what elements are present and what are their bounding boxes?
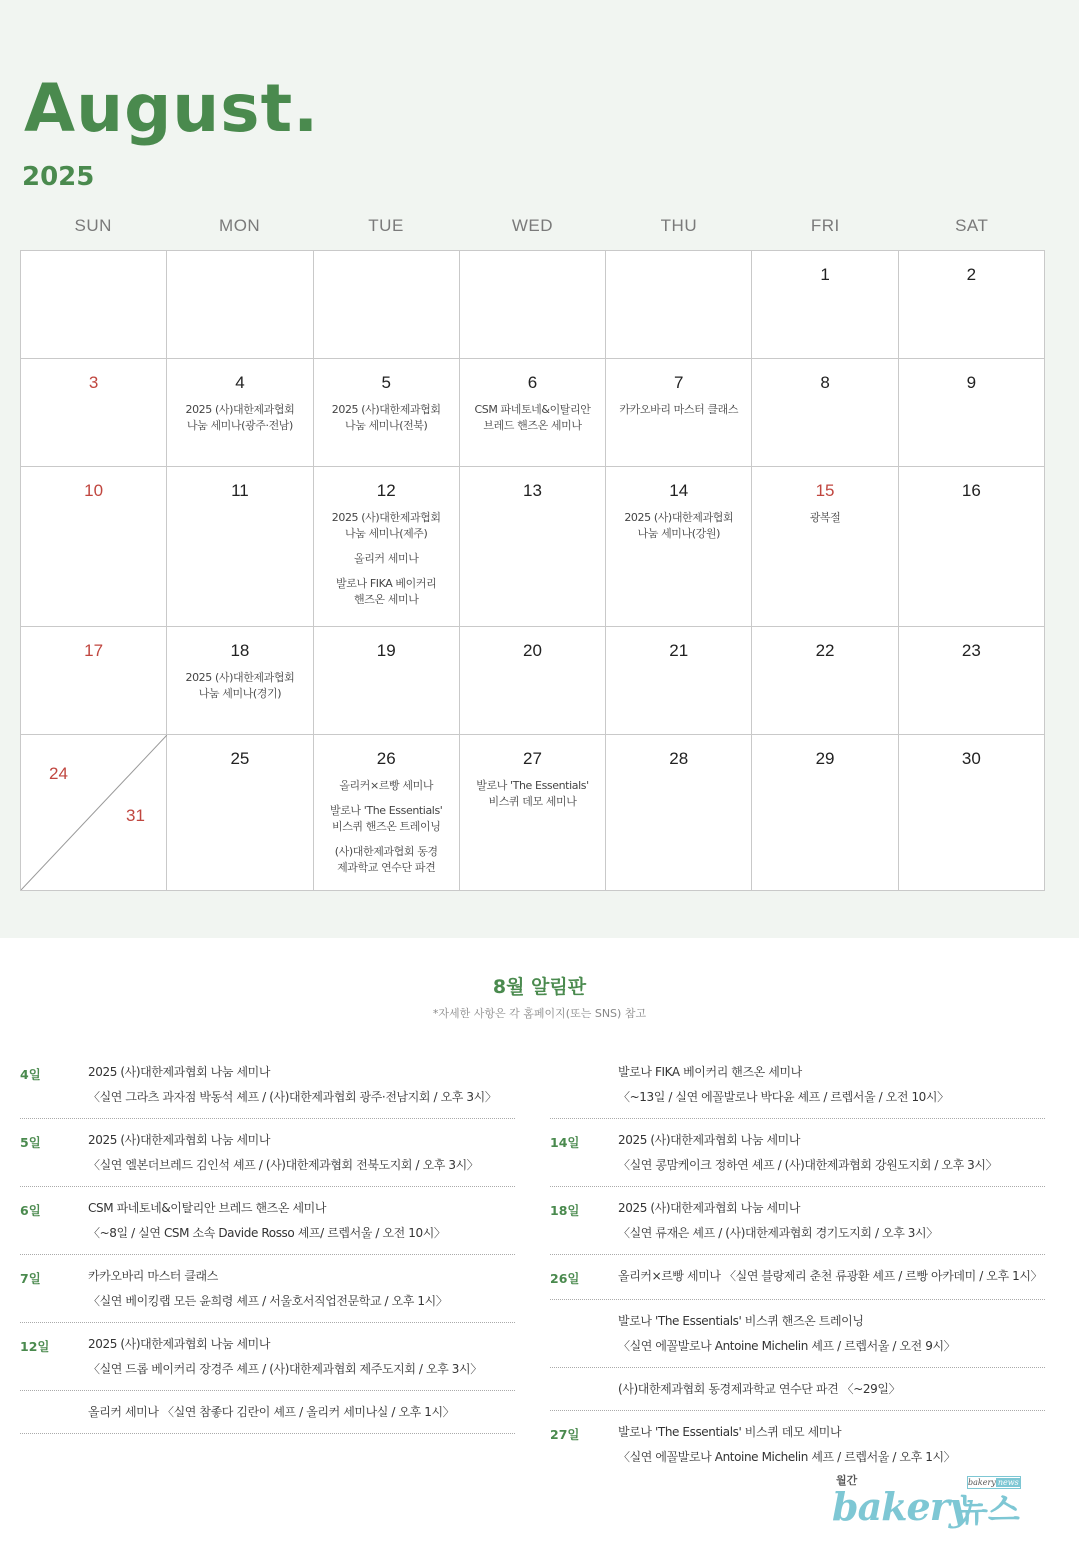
board-right-column — [550, 1060, 1045, 1487]
board-entry — [550, 1128, 1045, 1187]
board-entry — [20, 1264, 515, 1323]
logo-korean: 뉴스 — [956, 1490, 1020, 1529]
day-number: 19 — [376, 641, 396, 660]
board-note: *자세한 사항은 각 홈페이지(또는 SNS) 참고 — [432, 1007, 647, 1020]
entry-detail: 〈실연 베이킹랩 모든 윤희령 셰프 / 서울호서직업전문학교 / 오후 1시〉 — [88, 1294, 448, 1308]
day-cell-empty — [606, 251, 752, 359]
calendar-event: 발로나 FIKA 베이커리 핸즈온 세미나 — [336, 577, 437, 606]
entry-day: 4일 — [20, 1067, 41, 1082]
day-cell — [899, 467, 1045, 627]
entry-title: 2025 (사)대한제과협회 나눔 세미나 — [618, 1133, 801, 1147]
day-cell — [21, 467, 167, 627]
calendar-event: 카카오바리 마스터 클래스 — [619, 403, 739, 416]
entry-detail: 〈실연 에꼴발로나 Antoine Michelin 셰프 / 르렙서울 / 오후 1시〉 — [618, 1450, 956, 1464]
weekday-thu: THU — [660, 216, 698, 235]
day-cell — [899, 359, 1045, 467]
entry-title: 2025 (사)대한제과협회 나눔 세미나 — [88, 1133, 271, 1147]
day-number: 11 — [231, 481, 249, 500]
entry-day: 6일 — [20, 1203, 41, 1218]
board-title: 8월 알림판 — [492, 976, 587, 998]
board-entry — [20, 1400, 515, 1434]
day-cell-empty — [167, 251, 313, 359]
day-number: 24 — [49, 764, 68, 783]
entry-detail: 〈~8일 / 실연 CSM 소속 Davide Rosso 셰프/ 르렙서울 / 오전 10시〉 — [88, 1226, 446, 1240]
day-number: 10 — [84, 481, 104, 500]
holiday-label: 광복절 — [809, 511, 841, 524]
day-cell — [606, 735, 752, 891]
day-cell — [314, 467, 460, 627]
day-number: 18 — [230, 641, 250, 660]
day-cell — [899, 251, 1045, 359]
day-number: 8 — [820, 373, 830, 392]
entry-detail: 〈실연 엘본더브레드 김인석 셰프 / (사)대한제과협회 전북도지회 / 오후 3시〉 — [88, 1158, 479, 1172]
entry-title: (사)대한제과협회 동경제과학교 연수단 파견 〈~29일〉 — [618, 1382, 901, 1396]
day-cell-empty — [460, 251, 606, 359]
entry-day: 14일 — [550, 1135, 580, 1150]
entry-day: 18일 — [550, 1203, 580, 1218]
day-number: 1 — [820, 265, 830, 284]
day-cell — [899, 627, 1045, 735]
entry-title: 2025 (사)대한제과협회 나눔 세미나 — [618, 1201, 801, 1215]
entry-title: 발로나 'The Essentials' 비스퀴 핸즈온 트레이닝 — [618, 1314, 864, 1328]
day-cell — [752, 467, 898, 627]
day-cell — [460, 359, 606, 467]
day-cell — [167, 627, 313, 735]
calendar-event: (사)대한제과협회 동경 제과학교 연수단 파견 — [334, 845, 438, 874]
day-cell — [167, 735, 313, 891]
day-number: 4 — [235, 373, 245, 392]
week-row — [21, 735, 1045, 891]
entry-day: 27일 — [550, 1427, 580, 1442]
day-cell — [460, 467, 606, 627]
day-cell-empty — [21, 251, 167, 359]
day-number: 14 — [669, 481, 689, 500]
day-cell — [314, 735, 460, 891]
calendar-event: 2025 (사)대한제과협회 나눔 세미나(강원) — [624, 511, 734, 540]
day-cell — [21, 359, 167, 467]
bakery-news-logo — [830, 1470, 1030, 1536]
weekday-sat: SAT — [955, 216, 989, 235]
day-cell — [460, 627, 606, 735]
logo-small-text: 월간 — [836, 1474, 858, 1487]
day-number: 5 — [381, 373, 391, 392]
board-entry — [550, 1377, 1045, 1411]
entry-title: 2025 (사)대한제과협회 나눔 세미나 — [88, 1065, 271, 1079]
entry-day — [550, 1313, 618, 1355]
entry-day: 7일 — [20, 1271, 41, 1286]
calendar-event: CSM 파네토네&이탈리안 브레드 핸즈온 세미나 — [474, 403, 591, 432]
board-entry — [20, 1196, 515, 1255]
day-cell-split — [21, 735, 167, 891]
day-cell — [899, 735, 1045, 891]
entry-title: 2025 (사)대한제과협회 나눔 세미나 — [88, 1337, 271, 1351]
calendar-event: 2025 (사)대한제과협회 나눔 세미나(전북) — [331, 403, 441, 432]
day-number: 31 — [126, 806, 145, 825]
day-number: 3 — [88, 373, 99, 392]
month-title: August. — [24, 70, 320, 147]
entry-detail: 〈실연 에꼴발로나 Antoine Michelin 셰프 / 르렙서울 / 오전 9시〉 — [618, 1339, 956, 1353]
entry-title: 올리커×르빵 세미나 〈실연 블랑제리 춘천 류광환 셰프 / 르빵 아카데미 / 오후 1시〉 — [618, 1269, 1043, 1283]
day-number: 21 — [669, 641, 689, 660]
day-number: 16 — [961, 481, 981, 500]
day-number: 15 — [815, 481, 835, 500]
week-row — [21, 359, 1045, 467]
calendar-event: 2025 (사)대한제과협회 나눔 세미나(광주·전남) — [185, 403, 295, 432]
entry-title: 올리커 세미나 〈실연 참좋다 김란이 셰프 / 올리커 세미나실 / 오후 1시〉 — [88, 1405, 455, 1419]
entry-detail: 〈실연 류재은 셰프 / (사)대한제과협회 경기도지회 / 오후 3시〉 — [618, 1226, 938, 1240]
calendar-grid — [20, 250, 1045, 891]
day-number: 28 — [669, 749, 689, 768]
entry-day: 5일 — [20, 1135, 41, 1150]
day-number: 23 — [961, 641, 981, 660]
entry-title: 발로나 'The Essentials' 비스퀴 데모 세미나 — [618, 1425, 842, 1439]
weekday-tue: TUE — [368, 216, 404, 235]
entry-day — [20, 1404, 88, 1421]
day-number: 17 — [84, 641, 104, 660]
day-number: 27 — [523, 749, 542, 768]
day-number: 9 — [966, 373, 977, 392]
week-row — [21, 627, 1045, 735]
day-number: 30 — [961, 749, 981, 768]
entry-detail: 〈~13일 / 실연 에꼴발로나 박다윤 셰프 / 르렙서울 / 오전 10시〉 — [618, 1090, 949, 1104]
year-label: 2025 — [22, 162, 95, 192]
entry-title: CSM 파네토네&이탈리안 브레드 핸즈온 세미나 — [88, 1201, 327, 1215]
day-cell — [752, 359, 898, 467]
day-cell — [21, 627, 167, 735]
weekday-fri: FRI — [810, 216, 840, 235]
entry-title: 카카오바리 마스터 클래스 — [88, 1269, 218, 1283]
entry-detail: 〈실연 드롭 베이커리 장경주 셰프 / (사)대한제과협회 제주도지회 / 오후 3시〉 — [88, 1362, 482, 1376]
board-entry — [550, 1060, 1045, 1119]
day-cell — [606, 467, 752, 627]
board-entry — [550, 1196, 1045, 1255]
day-number: 20 — [523, 641, 542, 660]
board-entry — [20, 1060, 515, 1119]
entry-detail: 〈실연 그라츠 과자점 박동석 셰프 / (사)대한제과협회 광주·전남지회 / 오후 3시〉 — [88, 1090, 497, 1104]
board-entry — [20, 1332, 515, 1391]
calendar-event: 올리커 세미나 — [353, 552, 419, 565]
entry-day — [550, 1381, 618, 1398]
day-cell — [606, 627, 752, 735]
calendar-event: 올리커×르빵 세미나 — [339, 779, 434, 792]
calendar-event: 발로나 'The Essentials' 비스퀴 핸즈온 트레이닝 — [329, 804, 443, 833]
entry-detail: 〈실연 콩맘케이크 정하연 셰프 / (사)대한제과협회 강원도지회 / 오후 3시〉 — [618, 1158, 998, 1172]
day-number: 7 — [674, 373, 684, 392]
weekday-sun: SUN — [74, 216, 112, 235]
day-cell — [314, 627, 460, 735]
calendar-event: 2025 (사)대한제과협회 나눔 세미나(경기) — [185, 671, 295, 700]
day-cell — [167, 359, 313, 467]
board-entry — [20, 1128, 515, 1187]
diagonal-divider — [21, 735, 167, 890]
entry-title: 발로나 FIKA 베이커리 핸즈온 세미나 — [618, 1065, 802, 1079]
entry-day — [550, 1064, 618, 1106]
day-cell — [752, 735, 898, 891]
day-number: 22 — [815, 641, 835, 660]
board-entry — [550, 1309, 1045, 1368]
day-cell — [460, 735, 606, 891]
weekday-mon: MON — [219, 216, 261, 235]
calendar-event: 2025 (사)대한제과협회 나눔 세미나(제주) — [331, 511, 441, 540]
day-cell — [606, 359, 752, 467]
day-cell — [752, 251, 898, 359]
day-number: 13 — [523, 481, 542, 500]
entry-day: 12일 — [20, 1339, 50, 1354]
weekday-header — [20, 216, 1045, 242]
board-entry — [550, 1264, 1045, 1300]
week-row — [21, 467, 1045, 627]
day-number: 25 — [230, 749, 250, 768]
day-number: 29 — [815, 749, 835, 768]
calendar-event: 발로나 'The Essentials' 비스퀴 데모 세미나 — [476, 779, 589, 808]
day-cell — [314, 359, 460, 467]
day-cell — [167, 467, 313, 627]
day-number: 26 — [376, 749, 396, 768]
logo-badge: bakery news — [967, 1476, 1021, 1489]
board-left-column — [20, 1060, 515, 1443]
week-row — [21, 251, 1045, 359]
day-cell — [752, 627, 898, 735]
day-number: 6 — [527, 373, 538, 392]
entry-day: 26일 — [550, 1271, 580, 1286]
weekday-wed: WED — [511, 216, 554, 235]
logo-wordmark: bakery — [832, 1484, 970, 1529]
day-number: 12 — [376, 481, 396, 500]
day-cell-empty — [314, 251, 460, 359]
day-number: 2 — [966, 265, 977, 284]
